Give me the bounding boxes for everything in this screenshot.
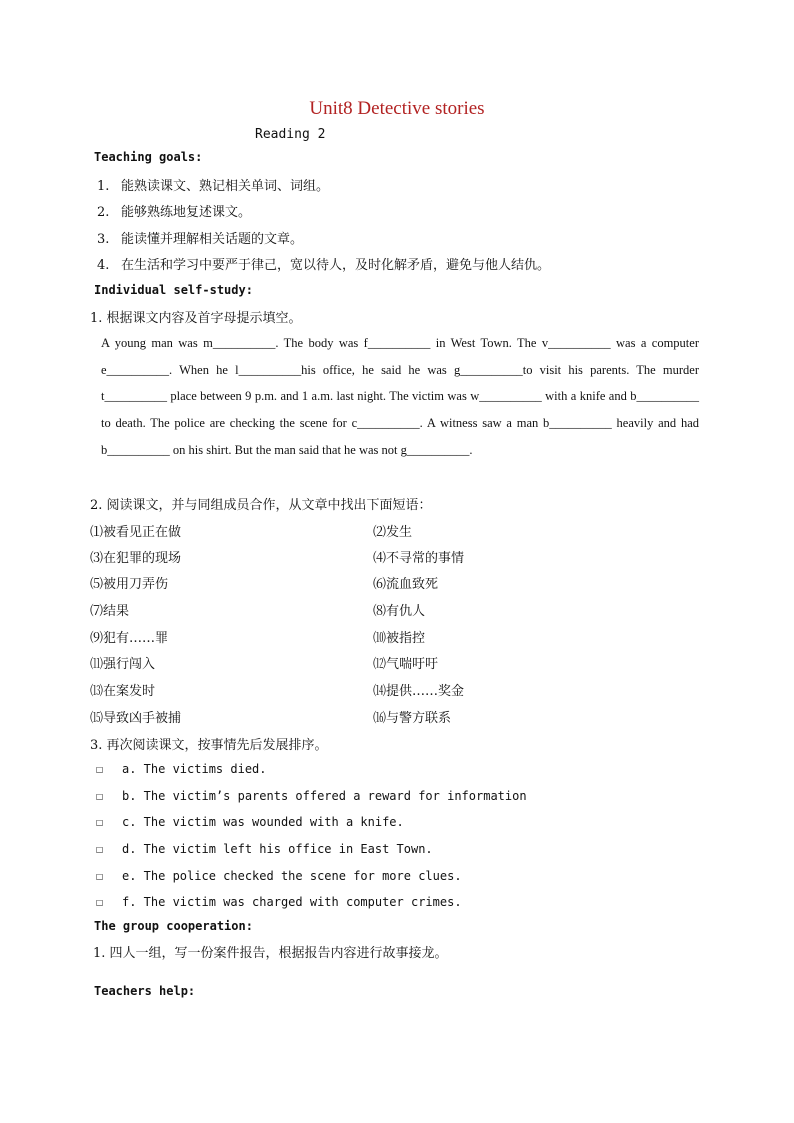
phrase-item: ⑾强行闯入 [90, 657, 156, 672]
phrase-item: ⑵发生 [373, 525, 413, 540]
goal-text: 能熟读课文、熟记相关单词、词组。 [121, 179, 330, 194]
order-item-text: f. The victim was charged with computer crimes. [122, 895, 462, 909]
phrase-item: ⑶在犯罪的现场 [90, 551, 182, 566]
teachers-help-heading: Teachers help: [94, 984, 196, 998]
phrase-item: ⒂导致凶手被捕 [90, 711, 182, 726]
phrase-item: ⑴被看见正在做 [90, 525, 182, 540]
order-item [96, 789, 527, 803]
order-item [96, 895, 462, 909]
goal-number: 2. [97, 205, 110, 220]
order-item-text: a. The victims died. [122, 762, 267, 776]
goal-text: 能读懂并理解相关话题的文章。 [121, 232, 304, 247]
checkbox-icon[interactable]: ☐ [96, 789, 104, 803]
goal-item [97, 201, 251, 220]
phrase-item: ⑸被用刀弄伤 [90, 577, 169, 592]
order-item-text: e. The police checked the scene for more clues. [122, 869, 462, 883]
goal-item [97, 228, 303, 247]
order-item [96, 815, 404, 829]
question-3: 3. 再次阅读课文，按事情先后发展排序。 [90, 738, 328, 753]
order-item [96, 762, 267, 776]
goal-text: 能够熟练地复述课文。 [121, 205, 252, 220]
phrase-item: ⑻有仇人 [373, 604, 426, 619]
goal-number: 1. [97, 179, 110, 194]
checkbox-icon[interactable]: ☐ [96, 895, 104, 909]
teaching-goals-heading: Teaching goals: [94, 150, 203, 164]
goal-number: 4. [97, 258, 110, 273]
phrase-item: ⑹流血致死 [373, 577, 439, 592]
question-1: 1. 根据课文内容及首字母提示填空。 [90, 311, 302, 326]
phrase-item: ⑽被指控 [373, 631, 426, 646]
question-2: 2. 阅读课文，并与同组成员合作，从文章中找出下面短语： [90, 498, 432, 513]
order-item [96, 869, 462, 883]
phrase-item: ⒀在案发时 [90, 684, 156, 699]
checkbox-icon[interactable]: ☐ [96, 762, 104, 776]
goal-item [97, 175, 329, 194]
phrase-item: ⒃与警方联系 [373, 711, 452, 726]
phrase-item: ⑿气喘吁吁 [373, 657, 439, 672]
phrase-item: ⑷不寻常的事情 [373, 551, 465, 566]
order-item-text: c. The victim was wounded with a knife. [122, 815, 404, 829]
page-title: Unit8 Detective stories [309, 98, 485, 119]
checkbox-icon[interactable]: ☐ [96, 842, 104, 856]
phrase-item: ⒁提供……奖金 [373, 684, 465, 699]
page-subtitle: Reading 2 [255, 127, 326, 142]
goal-item [97, 254, 550, 273]
order-item-text: d. The victim left his office in East Town. [122, 842, 433, 856]
group-task: 1. 四人一组，写一份案件报告，根据报告内容进行故事接龙。 [93, 946, 448, 961]
self-study-heading: Individual self-study: [94, 283, 253, 297]
group-cooperation-heading: The group cooperation: [94, 919, 253, 933]
goal-text: 在生活和学习中要严于律己，宽以待人，及时化解矛盾，避免与他人结仇。 [121, 258, 551, 273]
order-item-text: b. The victim’s parents offered a reward for information [122, 789, 527, 803]
checkbox-icon[interactable]: ☐ [96, 869, 104, 883]
phrase-item: ⑼犯有……罪 [90, 631, 169, 646]
goal-number: 3. [97, 232, 110, 247]
checkbox-icon[interactable]: ☐ [96, 815, 104, 829]
order-item [96, 842, 433, 856]
fill-in-paragraph: A young man was m__________. The body was f__________ in West Town. The v__________ was a computer e__________. When he l__________his office, he said he was g__________to visit his parents. The murder t__________ place between 9 p.m. and 1 a.m. last night. The victim was w__________ with a knife and b__________ to death. The police are checking the scene for c__________. A witness saw a man b__________ heavily and had b__________ on his shirt. But the man said that he was not g__________. [101, 336, 699, 457]
phrase-item: ⑺结果 [90, 604, 130, 619]
